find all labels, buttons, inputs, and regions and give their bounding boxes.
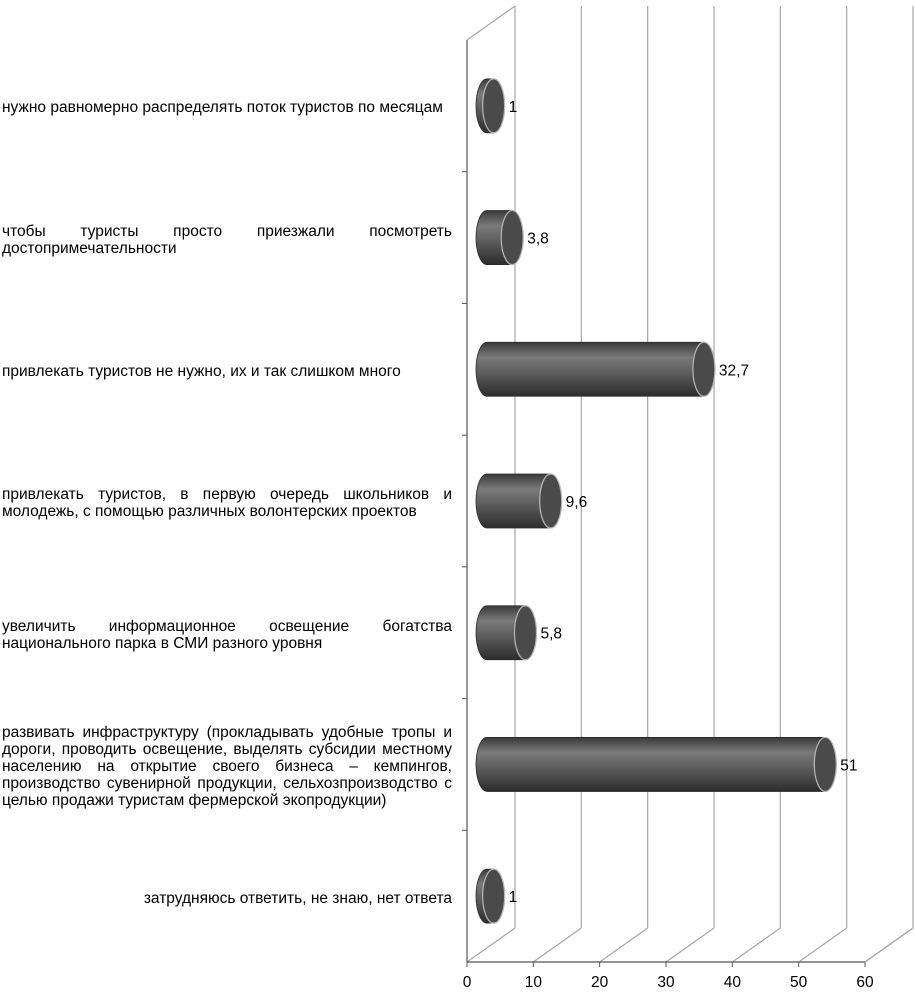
bar (476, 474, 562, 528)
floor-gridline (799, 928, 847, 962)
bar-cap (483, 79, 505, 133)
category-label: привлекать туристов не нужно, их и так слишком много (2, 362, 401, 380)
bar (476, 737, 836, 791)
bar-cap (814, 737, 836, 791)
data-label: 3,8 (527, 230, 549, 248)
category-label: развивать инфраструктуру (прокладывать удобные тропы и дороги, проводить освещение, выделять субсидии местному населению на открытие своего бизнеса – кемпингов, производство сувенирной продукции, сельхозпроизводство с целью продажи туристам фермерской экопродукции) (2, 723, 452, 809)
category-label: чтобы туристы просто приезжали посмотреть достопримечательности (2, 222, 452, 257)
bar-cap (501, 211, 523, 265)
x-tick-label: 20 (591, 974, 609, 991)
floor-gridline (467, 928, 515, 962)
bar-cap (540, 474, 562, 528)
category-label: увеличить информационное освещение богатства национального парка в СМИ разного уровня (2, 617, 452, 652)
x-tick-label: 10 (524, 974, 542, 991)
data-label: 32,7 (718, 362, 750, 380)
bar (476, 606, 536, 660)
category-label: привлекать туристов, в первую очередь школьников и молодежь, с помощью различных волонтерских проектов (2, 486, 452, 520)
x-tick-label: 40 (723, 974, 741, 991)
x-tick-label: 50 (790, 974, 808, 991)
bar (476, 342, 715, 396)
data-label: 1 (508, 98, 518, 116)
floor-gridline (666, 928, 714, 962)
bar (476, 211, 523, 265)
bar-cap (514, 606, 536, 660)
x-tick-label: 30 (657, 974, 675, 991)
data-label: 51 (840, 757, 858, 775)
bar (476, 869, 505, 923)
floor-edge (865, 928, 913, 962)
data-label: 9,6 (565, 494, 588, 511)
bar-body (476, 737, 836, 791)
bar-cap (693, 342, 715, 396)
category-label: затрудняюсь ответить, не знаю, нет ответа (143, 889, 452, 907)
floor-gridline (533, 928, 581, 962)
category-label: нужно равномерно распределять поток туристов по месяцам (2, 99, 443, 117)
bar-cap (483, 869, 505, 923)
bar (476, 79, 505, 133)
x-tick-label: 0 (462, 974, 472, 991)
floor-gridline (732, 928, 780, 962)
bar-body (476, 342, 715, 396)
x-tick-label: 60 (856, 974, 874, 991)
data-label: 1 (508, 889, 518, 907)
data-label: 5,8 (540, 625, 563, 643)
floor-gridline (600, 928, 648, 962)
top-depth-line (467, 6, 515, 40)
